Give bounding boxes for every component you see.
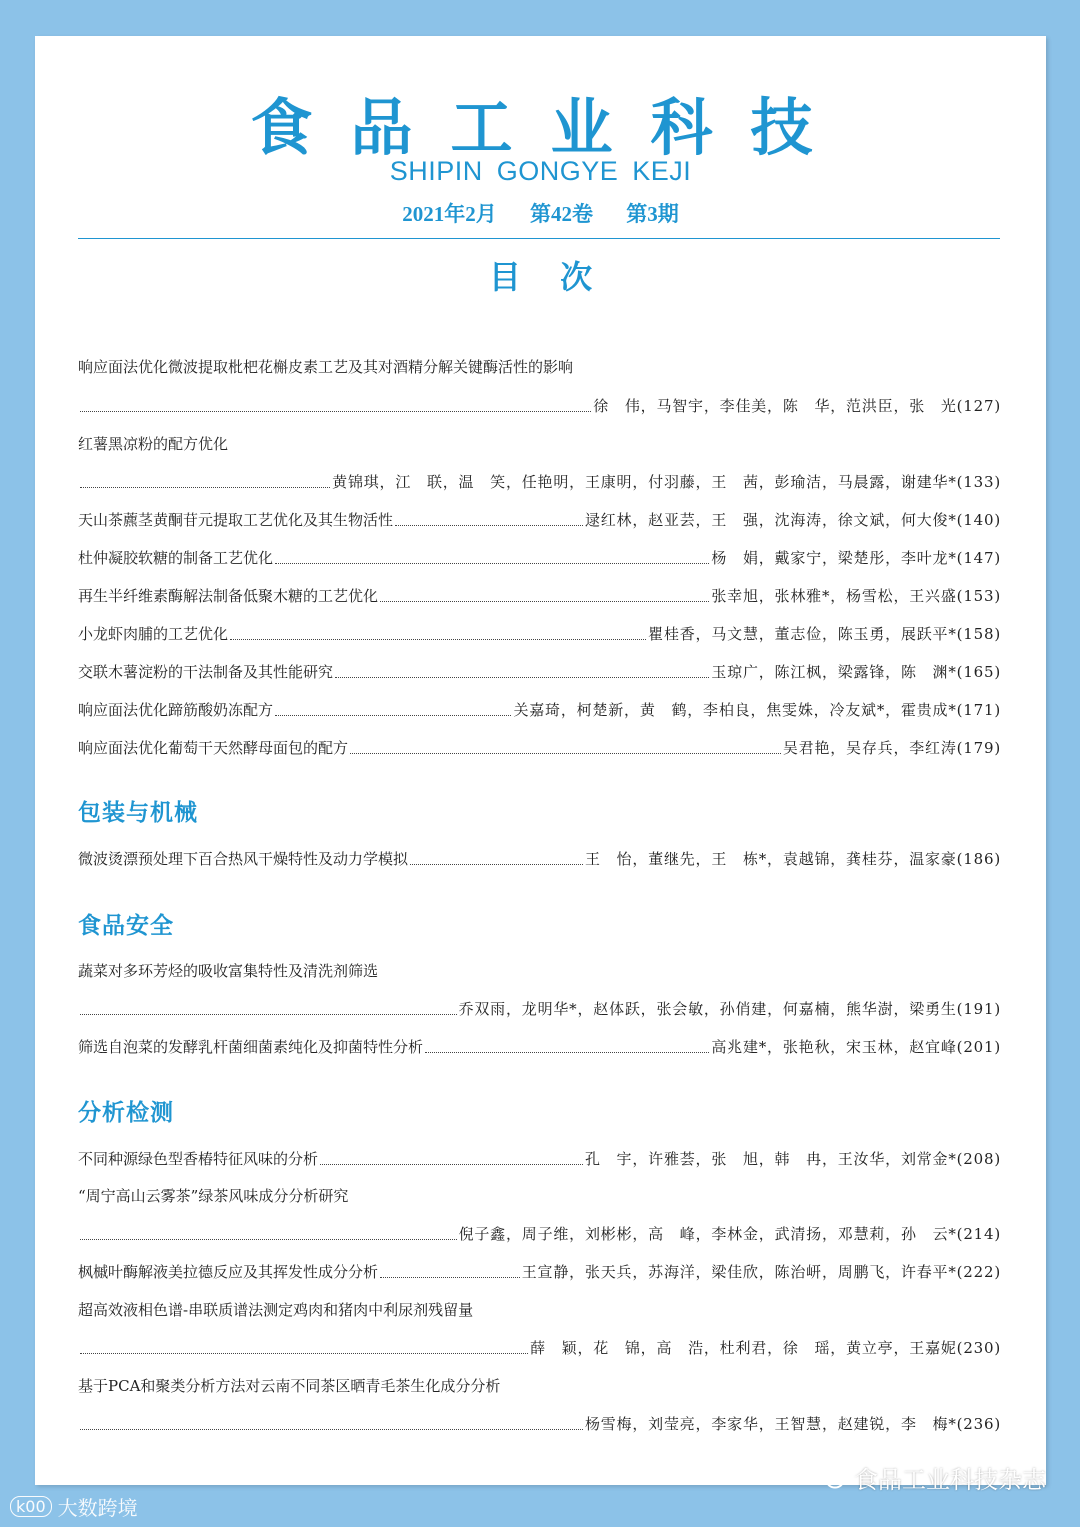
- leader-dots: [80, 1429, 583, 1430]
- toc-entry-title: 再生半纤维素酶解法制备低聚木糖的工艺优化: [78, 587, 379, 605]
- toc-entry[interactable]: [78, 1035, 1001, 1059]
- toc-entry-title: 枫槭叶酶解液美拉德反应及其挥发性成分分析: [78, 1263, 379, 1281]
- toc-entry-authors: 张幸旭，张林雅*，杨雪松，王兴盛(153): [711, 587, 1001, 605]
- toc-entry-title[interactable]: 响应面法优化微波提取枇杷花槲皮素工艺及其对酒精分解关键酶活性的影响: [78, 358, 574, 376]
- toc-entry-title: 微波烫漂预处理下百合热风干燥特性及动力学模拟: [78, 850, 409, 868]
- leader-dots: [380, 1277, 520, 1278]
- toc-entry-title: 筛选自泡菜的发酵乳杆菌细菌素纯化及抑菌特性分析: [78, 1038, 424, 1056]
- section-heading: 包装与机械: [78, 799, 198, 826]
- leader-dots: [230, 639, 646, 640]
- toc-entry[interactable]: [78, 394, 1001, 418]
- leader-dots: [350, 753, 781, 754]
- toc-entry-authors: 逯红林，赵亚芸，王 强，沈海涛，徐文斌，何大俊*(140): [584, 511, 1001, 529]
- leader-dots: [80, 1239, 457, 1240]
- toc-entry-authors: 吴君艳，吴存兵，李红涛(179): [782, 739, 1001, 757]
- toc-entry[interactable]: [78, 1412, 1001, 1436]
- issue-info: [35, 198, 1046, 228]
- journal-title: 食品工业科技: [250, 91, 851, 164]
- toc-entry[interactable]: [78, 1336, 1001, 1360]
- toc-entry-title: 天山茶藨茎黄酮苷元提取工艺优化及其生物活性: [78, 511, 394, 529]
- toc-entry[interactable]: [78, 1147, 1001, 1171]
- leader-dots: [320, 1164, 583, 1165]
- toc-entry-title: 响应面法优化蹄筋酸奶冻配方: [78, 701, 274, 719]
- toc-heading: 目 次: [488, 258, 607, 296]
- toc-entry[interactable]: [78, 622, 1001, 646]
- issue-date: 2021年2月: [402, 202, 497, 226]
- toc-entry[interactable]: [78, 997, 1001, 1021]
- leader-dots: [380, 601, 709, 602]
- issue-number: 第3期: [626, 202, 679, 226]
- leader-dots: [275, 563, 709, 564]
- toc-entry-title: 响应面法优化葡萄干天然酵母面包的配方: [78, 739, 349, 757]
- wechat-icon: [816, 1465, 846, 1491]
- toc-entry[interactable]: [78, 1260, 1001, 1284]
- toc-entry-authors: 杨雪梅，刘莹亮，李家华，王智慧，赵建锐，李 梅*(236): [584, 1415, 1001, 1433]
- toc-entry[interactable]: [78, 1222, 1001, 1246]
- leader-dots: [80, 1353, 528, 1354]
- leader-dots: [335, 677, 709, 678]
- watermark-right-text: 食品工业科技杂志: [854, 1466, 1046, 1494]
- toc-entry-title: 不同种源绿色型香椿特征风味的分析: [78, 1150, 319, 1168]
- toc-entry[interactable]: [78, 584, 1001, 608]
- toc-entry-authors: 杨 娟，戴家宁，梁楚彤，李叶龙*(147): [711, 549, 1001, 567]
- toc-entry-authors: 玉琼广，陈江枫，梁露锋，陈 渊*(165): [711, 663, 1001, 681]
- toc-entry-title: 小龙虾肉脯的工艺优化: [78, 625, 229, 643]
- toc-entry[interactable]: [78, 847, 1001, 871]
- toc-entry-title: 杜仲凝胶软糖的制备工艺优化: [78, 549, 274, 567]
- watermark-right: [816, 1460, 1046, 1495]
- watermark-left-text: 大数跨境: [57, 1496, 138, 1520]
- toc-entry[interactable]: [78, 698, 1001, 722]
- toc-entry-authors: 薛 颖，花 锦，高 浩，杜利君，徐 瑶，黄立亭，王嘉妮(230): [530, 1339, 1001, 1357]
- header-divider: [78, 238, 1000, 239]
- toc-entry[interactable]: [78, 736, 1001, 760]
- section-heading: 分析检测: [78, 1099, 174, 1126]
- leader-dots: [80, 1014, 457, 1015]
- toc-entry-authors: 乔双雨，龙明华*，赵体跃，张会敏，孙俏建，何嘉楠，熊华澍，梁勇生(191): [458, 1000, 1001, 1018]
- toc-entry-title[interactable]: 基于PCA和聚类分析方法对云南不同茶区晒青毛茶生化成分分析: [78, 1377, 501, 1395]
- leader-dots: [275, 715, 511, 716]
- toc-page: [35, 36, 1046, 1485]
- toc-entry-title[interactable]: 红薯黑凉粉的配方优化: [78, 435, 229, 453]
- toc-entry[interactable]: [78, 508, 1001, 532]
- leader-dots: [80, 487, 330, 488]
- toc-entry-title: 交联木薯淀粉的干法制备及其性能研究: [78, 663, 334, 681]
- toc-entry[interactable]: [78, 660, 1001, 684]
- journal-header: [35, 36, 1046, 336]
- toc-entry-authors: 关嘉琦，柯楚新，黄 鹤，李柏良，焦雯姝，冷友斌*，霍贵成*(171): [513, 701, 1001, 719]
- toc-entry-authors: 高兆建*，张艳秋，宋玉林，赵宜峰(201): [711, 1038, 1001, 1056]
- toc-entry-authors: 徐 伟，马智宇，李佳美，陈 华，范洪臣，张 光(127): [593, 397, 1001, 415]
- toc-entry-title[interactable]: 超高效液相色谱-串联质谱法测定鸡肉和猪肉中利尿剂残留量: [78, 1301, 474, 1319]
- watermark-left: [10, 1492, 138, 1521]
- leader-dots: [395, 525, 583, 526]
- leader-dots: [425, 1052, 709, 1053]
- leader-dots: [80, 411, 591, 412]
- issue-volume: 第42卷: [530, 202, 593, 226]
- toc-entry-title[interactable]: “周宁高山云雾茶”绿茶风味成分分析研究: [78, 1187, 349, 1205]
- toc-entry[interactable]: [78, 470, 1001, 494]
- toc-entry[interactable]: [78, 546, 1001, 570]
- toc-entry-title[interactable]: 蔬菜对多环芳烃的吸收富集特性及清洗剂筛选: [78, 962, 379, 980]
- toc-entry-authors: 王宣静，张天兵，苏海洋，梁佳欣，陈治岍，周鹏飞，许春平*(222): [521, 1263, 1001, 1281]
- watermark-logo: k00: [10, 1496, 52, 1517]
- toc-entry-authors: 王 怡，董继先，王 栋*，袁越锦，龚桂芬，温家豪(186): [584, 850, 1001, 868]
- section-heading: 食品安全: [78, 912, 174, 939]
- toc-entry-authors: 黄锦琪，江 联，温 笑，任艳明，王康明，付羽藤，王 茜，彭瑜洁，马晨露，谢建华*(133): [332, 473, 1001, 491]
- toc-entry-authors: 孔 宇，许雅荟，张 旭，韩 冉，王汝华，刘常金*(208): [584, 1150, 1001, 1168]
- journal-title-pinyin: SHIPIN GONGYE KEJI: [389, 156, 692, 186]
- toc-entry-authors: 瞿桂香，马文慧，董志俭，陈玉勇，展跃平*(158): [648, 625, 1001, 643]
- toc-entry-authors: 倪子鑫，周子维，刘彬彬，高 峰，李林金，武清扬，邓慧莉，孙 云*(214): [458, 1225, 1001, 1243]
- leader-dots: [410, 864, 583, 865]
